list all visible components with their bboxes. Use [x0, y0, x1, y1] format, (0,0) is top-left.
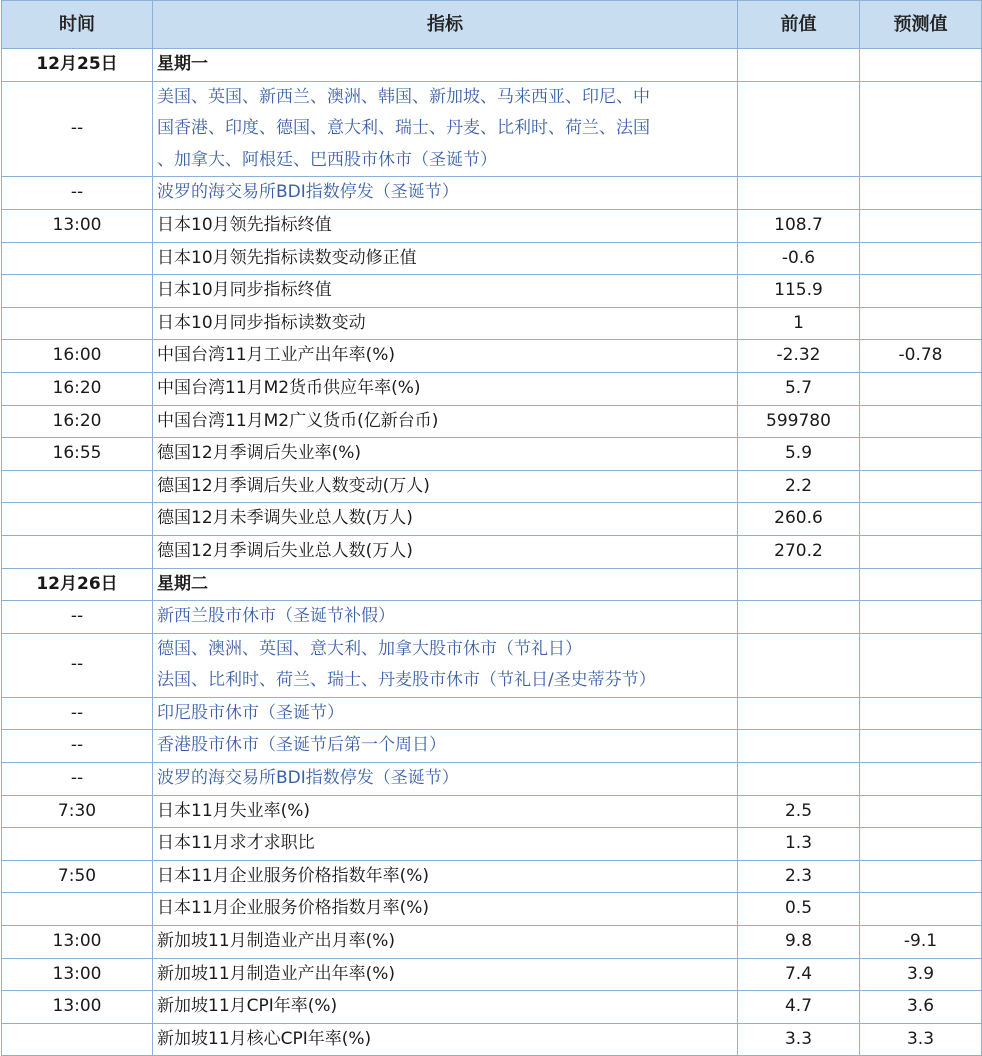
indicator-text: 新加坡11月制造业产出年率(%)	[157, 963, 396, 984]
indicator-text: 德国12月季调后失业总人数(万人)	[157, 540, 413, 561]
previous-cell: 260.6	[738, 503, 860, 536]
indicator-cell	[153, 535, 738, 568]
indicator-text: 日本11月求才求职比	[157, 833, 315, 854]
indicator-cell	[153, 209, 738, 242]
previous-cell: 2.3	[738, 860, 860, 893]
previous-cell: 270.2	[738, 535, 860, 568]
table-row	[2, 828, 982, 861]
indicator-text: 德国12月季调后失业人数变动(万人)	[157, 475, 430, 496]
forecast-cell	[860, 601, 982, 634]
table-body	[2, 49, 982, 1056]
indicator-cell	[153, 991, 738, 1024]
event-row	[2, 730, 982, 763]
table-row	[2, 926, 982, 959]
forecast-cell	[860, 730, 982, 763]
header-previous: 前值	[738, 1, 860, 49]
time-cell: --	[2, 81, 153, 177]
indicator-text: 日本10月领先指标终值	[157, 214, 332, 235]
previous-cell: -0.6	[738, 242, 860, 275]
indicator-text: 中国台湾11月M2广义货币(亿新台币)	[157, 410, 439, 431]
time-cell: --	[2, 763, 153, 796]
indicator-text: 日本11月企业服务价格指数月率(%)	[157, 898, 430, 919]
previous-cell: 7.4	[738, 958, 860, 991]
indicator-cell	[153, 763, 738, 796]
previous-cell	[738, 568, 860, 601]
time-cell: 16:55	[2, 438, 153, 471]
previous-cell	[738, 697, 860, 730]
table-row	[2, 242, 982, 275]
indicator-text: 印尼股市休市（圣诞节）	[157, 702, 344, 723]
indicator-text: 星期二	[157, 573, 208, 594]
previous-cell: 2.2	[738, 470, 860, 503]
indicator-text: 日本10月领先指标读数变动修正值	[157, 247, 417, 268]
time-cell	[2, 503, 153, 536]
time-cell	[2, 535, 153, 568]
previous-cell: 2.5	[738, 795, 860, 828]
time-cell: 16:20	[2, 372, 153, 405]
time-cell: --	[2, 697, 153, 730]
indicator-text: 新加坡11月CPI年率(%)	[157, 996, 338, 1017]
previous-cell	[738, 763, 860, 796]
previous-cell: 0.5	[738, 893, 860, 926]
time-cell: --	[2, 633, 153, 697]
indicator-text: 新西兰股市休市（圣诞节补假）	[157, 606, 395, 627]
previous-cell	[738, 601, 860, 634]
indicator-text: 中国台湾11月工业产出年率(%)	[157, 345, 396, 366]
event-row	[2, 633, 982, 697]
forecast-cell	[860, 893, 982, 926]
table-row	[2, 405, 982, 438]
indicator-cell	[153, 307, 738, 340]
forecast-cell	[860, 275, 982, 308]
forecast-cell: 3.6	[860, 991, 982, 1024]
indicator-cell	[153, 730, 738, 763]
indicator-cell	[153, 860, 738, 893]
previous-cell: 1	[738, 307, 860, 340]
indicator-text: 中国台湾11月M2货币供应年率(%)	[157, 377, 421, 398]
date-row	[2, 49, 982, 82]
table-row	[2, 340, 982, 373]
previous-cell	[738, 49, 860, 82]
time-cell: 13:00	[2, 926, 153, 959]
time-cell	[2, 275, 153, 308]
forecast-cell: 3.3	[860, 1023, 982, 1056]
forecast-cell: -0.78	[860, 340, 982, 373]
indicator-text: 德国、澳洲、英国、意大利、加拿大股市休市（节礼日）	[157, 638, 582, 659]
forecast-cell	[860, 568, 982, 601]
time-cell	[2, 1023, 153, 1056]
previous-cell	[738, 730, 860, 763]
indicator-cell	[153, 568, 738, 601]
indicator-cell	[153, 372, 738, 405]
table-row	[2, 991, 982, 1024]
table-row	[2, 307, 982, 340]
indicator-cell	[153, 893, 738, 926]
forecast-cell	[860, 860, 982, 893]
table-row	[2, 438, 982, 471]
indicator-text: 日本11月失业率(%)	[157, 800, 311, 821]
time-cell	[2, 470, 153, 503]
time-cell: 7:50	[2, 860, 153, 893]
time-cell	[2, 307, 153, 340]
header-indicator: 指标	[153, 1, 738, 49]
indicator-cell	[153, 958, 738, 991]
previous-cell: 115.9	[738, 275, 860, 308]
table-row	[2, 1023, 982, 1056]
forecast-cell	[860, 503, 982, 536]
table-row	[2, 503, 982, 536]
table-row	[2, 893, 982, 926]
table-row	[2, 372, 982, 405]
table-row	[2, 535, 982, 568]
event-row	[2, 763, 982, 796]
forecast-cell	[860, 438, 982, 471]
indicator-cell	[153, 697, 738, 730]
indicator-text: 国香港、印度、德国、意大利、瑞士、丹麦、比利时、荷兰、法国	[157, 118, 650, 139]
forecast-cell	[860, 795, 982, 828]
indicator-cell	[153, 470, 738, 503]
date-row	[2, 568, 982, 601]
time-cell	[2, 828, 153, 861]
forecast-cell	[860, 81, 982, 177]
economic-calendar-table	[1, 0, 982, 1056]
previous-cell: 4.7	[738, 991, 860, 1024]
time-cell: --	[2, 177, 153, 210]
indicator-text: 星期一	[157, 54, 208, 74]
forecast-cell	[860, 372, 982, 405]
previous-cell	[738, 81, 860, 177]
header-row	[2, 1, 982, 49]
time-cell	[2, 893, 153, 926]
header-forecast: 预测值	[860, 1, 982, 49]
table-row	[2, 275, 982, 308]
forecast-cell	[860, 405, 982, 438]
indicator-cell	[153, 81, 738, 177]
indicator-cell	[153, 275, 738, 308]
previous-cell: 5.9	[738, 438, 860, 471]
time-cell	[2, 242, 153, 275]
forecast-cell	[860, 633, 982, 697]
indicator-cell	[153, 601, 738, 634]
table-row	[2, 470, 982, 503]
forecast-cell	[860, 535, 982, 568]
indicator-cell	[153, 633, 738, 697]
indicator-cell	[153, 405, 738, 438]
table-row	[2, 860, 982, 893]
forecast-cell	[860, 209, 982, 242]
indicator-text: 波罗的海交易所BDI指数停发（圣诞节）	[157, 182, 459, 203]
indicator-text: 日本11月企业服务价格指数年率(%)	[157, 865, 430, 886]
forecast-cell	[860, 763, 982, 796]
table-row	[2, 795, 982, 828]
indicator-text: 香港股市休市（圣诞节后第一个周日）	[157, 735, 446, 756]
previous-cell: 3.3	[738, 1023, 860, 1056]
time-cell: 13:00	[2, 958, 153, 991]
indicator-text: 新加坡11月制造业产出月率(%)	[157, 931, 396, 952]
previous-cell	[738, 177, 860, 210]
event-row	[2, 601, 982, 634]
forecast-cell: 3.9	[860, 958, 982, 991]
table-row	[2, 958, 982, 991]
indicator-text: 、加拿大、阿根廷、巴西股市休市（圣诞节）	[157, 149, 497, 170]
event-row	[2, 81, 982, 177]
time-cell: 12月25日	[2, 49, 153, 82]
time-cell: 16:20	[2, 405, 153, 438]
previous-cell: 9.8	[738, 926, 860, 959]
indicator-text: 德国12月季调后失业率(%)	[157, 443, 362, 464]
forecast-cell	[860, 177, 982, 210]
header-time: 时间	[2, 1, 153, 49]
indicator-text: 日本10月同步指标终值	[157, 280, 332, 301]
indicator-cell	[153, 49, 738, 82]
event-row	[2, 697, 982, 730]
time-cell: --	[2, 730, 153, 763]
forecast-cell	[860, 470, 982, 503]
indicator-cell	[153, 1023, 738, 1056]
time-cell: 16:00	[2, 340, 153, 373]
forecast-cell	[860, 307, 982, 340]
indicator-text: 德国12月未季调失业总人数(万人)	[157, 508, 413, 529]
previous-cell: 1.3	[738, 828, 860, 861]
time-cell: 7:30	[2, 795, 153, 828]
indicator-text: 新加坡11月核心CPI年率(%)	[157, 1028, 372, 1049]
indicator-cell	[153, 795, 738, 828]
forecast-cell	[860, 697, 982, 730]
indicator-cell	[153, 340, 738, 373]
indicator-cell	[153, 438, 738, 471]
indicator-cell	[153, 503, 738, 536]
table-row	[2, 209, 982, 242]
previous-cell: 5.7	[738, 372, 860, 405]
forecast-cell	[860, 242, 982, 275]
indicator-text: 日本10月同步指标读数变动	[157, 312, 366, 333]
indicator-text: 法国、比利时、荷兰、瑞士、丹麦股市休市（节礼日/圣史蒂芬节）	[157, 670, 656, 691]
previous-cell	[738, 633, 860, 697]
indicator-cell	[153, 828, 738, 861]
forecast-cell	[860, 49, 982, 82]
indicator-cell	[153, 242, 738, 275]
time-cell: 12月26日	[2, 568, 153, 601]
time-cell: 13:00	[2, 991, 153, 1024]
indicator-cell	[153, 177, 738, 210]
indicator-text: 美国、英国、新西兰、澳洲、韩国、新加坡、马来西亚、印尼、中	[157, 86, 650, 107]
indicator-cell	[153, 926, 738, 959]
event-row	[2, 177, 982, 210]
forecast-cell	[860, 828, 982, 861]
forecast-cell: -9.1	[860, 926, 982, 959]
previous-cell: -2.32	[738, 340, 860, 373]
indicator-text: 波罗的海交易所BDI指数停发（圣诞节）	[157, 768, 459, 789]
previous-cell: 599780	[738, 405, 860, 438]
previous-cell: 108.7	[738, 209, 860, 242]
time-cell: 13:00	[2, 209, 153, 242]
time-cell: --	[2, 601, 153, 634]
